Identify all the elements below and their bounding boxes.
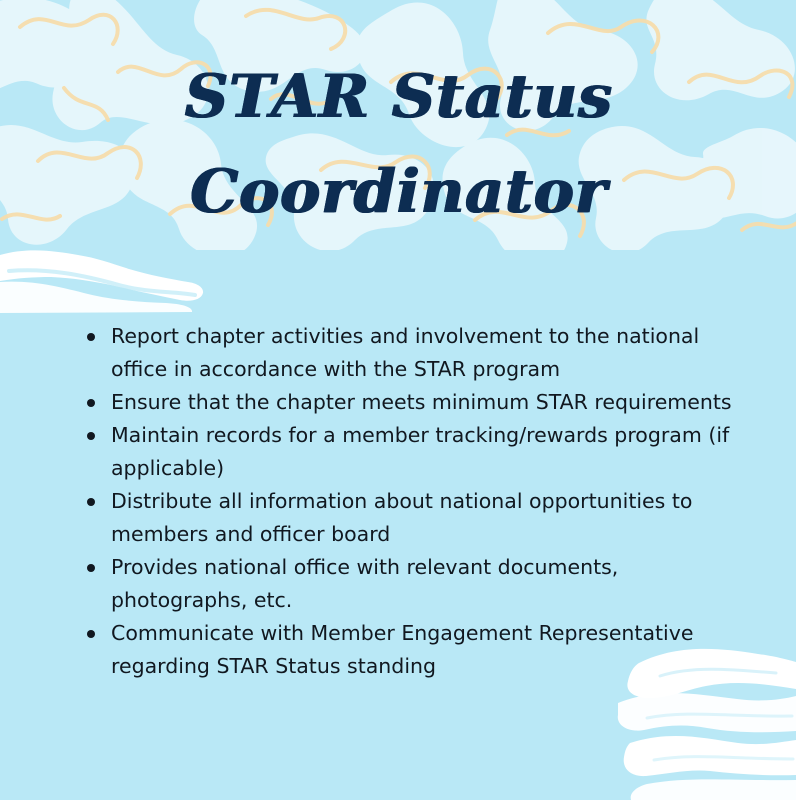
- list-item: [87, 551, 737, 617]
- list-item-text: Report chapter activities and involvement to the national office in accordance with the STAR program: [111, 324, 700, 381]
- list-item-text: Ensure that the chapter meets minimum STAR requirements: [111, 390, 732, 414]
- list-item: [87, 419, 737, 485]
- list-item-text: Communicate with Member Engagement Representative regarding STAR Status standing: [111, 621, 694, 678]
- header-panel: [0, 0, 796, 250]
- list-item-text: Maintain records for a member tracking/rewards program (if applicable): [111, 423, 730, 480]
- title-line-2: Coordinator: [189, 156, 607, 227]
- bullet-icon: [87, 564, 95, 572]
- white-brush-stroke-bottom-right: [612, 642, 796, 800]
- list-item: [87, 386, 737, 419]
- bullet-icon: [87, 399, 95, 407]
- bullet-icon: [87, 630, 95, 638]
- bullet-icon: [87, 333, 95, 341]
- bullet-icon: [87, 498, 95, 506]
- list-item: [87, 485, 737, 551]
- responsibility-list: [87, 320, 737, 683]
- bullet-icon: [87, 432, 95, 440]
- list-item: [87, 320, 737, 386]
- white-brush-stroke-top-left: [0, 243, 205, 313]
- page-title: [48, 50, 748, 240]
- list-item-text: Distribute all information about national opportunities to members and officer board: [111, 489, 693, 546]
- list-item-text: Provides national office with relevant documents, photographs, etc.: [111, 555, 619, 612]
- title-line-1: STAR Status: [183, 62, 613, 132]
